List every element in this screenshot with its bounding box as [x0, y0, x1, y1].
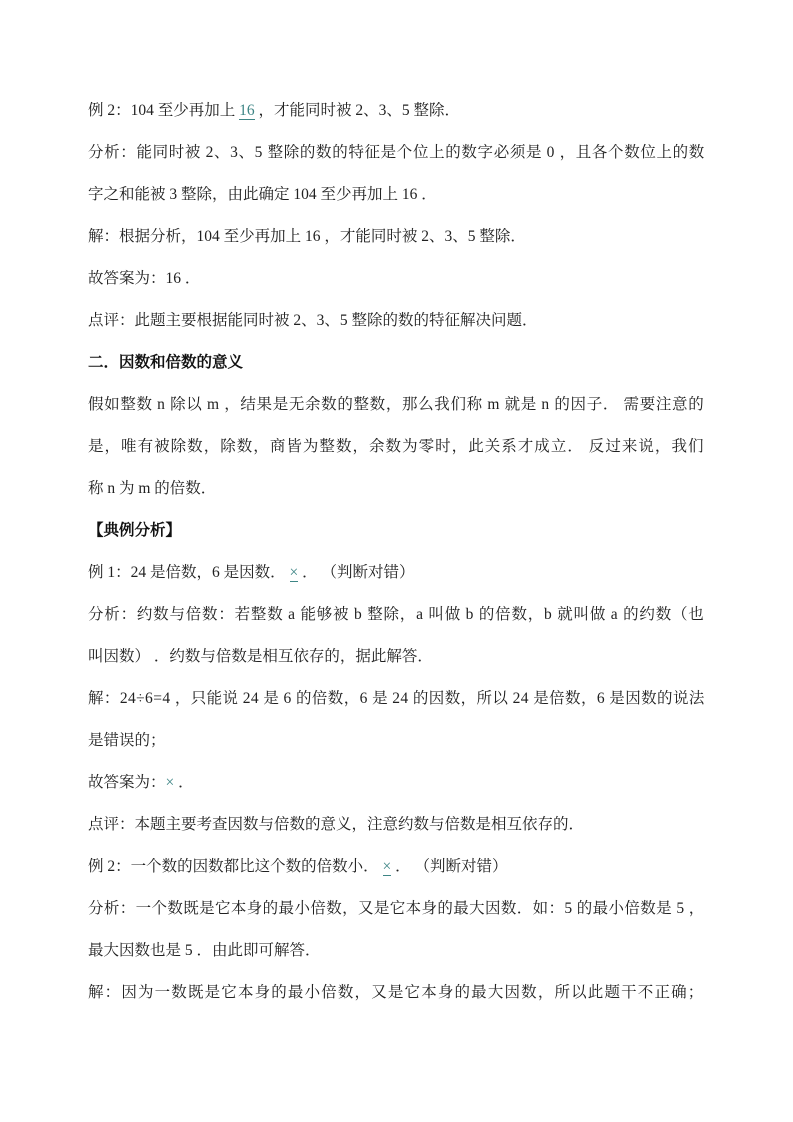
- text-run: 是错误的；: [88, 732, 166, 749]
- text-line: [88, 426, 706, 468]
- text-run: 故答案为：: [88, 774, 166, 791]
- answer-value: ×: [382, 858, 392, 875]
- text-line: [88, 594, 706, 636]
- text-run: ．: [174, 774, 194, 791]
- text-run: ． （判断对错）: [298, 564, 415, 581]
- text-run: 点评：此题主要根据能同时被 2、3、5 整除的数的特征解决问题．: [88, 312, 538, 329]
- text-run: 叫因数） ．约数与倍数是相互依存的，据此解答．: [88, 648, 433, 665]
- answer-value: ×: [165, 774, 175, 791]
- text-line: [88, 258, 706, 300]
- text-run: 分析：约数与倍数：若整数 a 能够被 b 整除，a 叫做 b 的倍数，b 就叫做 a 的约数（也: [88, 606, 705, 623]
- line-text: [88, 972, 704, 1014]
- line-text: [88, 258, 200, 300]
- line-text: [88, 846, 508, 888]
- line-text: [88, 930, 321, 972]
- line-text: [88, 90, 460, 132]
- text-run: 分析：一个数既是它本身的最小倍数，又是它本身的最大因数．如：5 的最小倍数是 5 ，: [88, 900, 705, 917]
- document-body: [88, 90, 706, 1014]
- text-line: [88, 216, 706, 258]
- text-run: 分析：能同时被 2、3、5 整除的数的特征是个位上的数字必须是 0 ，且各个数位上的数: [88, 144, 705, 161]
- line-text: [88, 552, 415, 594]
- line-text: [88, 468, 216, 510]
- text-line: [88, 762, 706, 804]
- text-line: [88, 972, 706, 1014]
- text-line: [88, 300, 706, 342]
- text-run: 解：根据分析，104 至少再加上 16 ，才能同时被 2、3、5 整除．: [88, 228, 526, 245]
- line-text: [88, 720, 166, 762]
- line-text: [88, 342, 243, 384]
- text-line: [88, 174, 706, 216]
- line-text: [88, 426, 705, 468]
- text-run: 点评：本题主要考查因数与倍数的意义，注意约数与倍数是相互依存的．: [88, 816, 585, 833]
- text-line: [88, 468, 706, 510]
- text-line: [88, 678, 706, 720]
- answer-value: ×: [289, 564, 299, 581]
- text-line: [88, 846, 706, 888]
- text-run: ． （判断对错）: [391, 858, 508, 875]
- text-line: [88, 930, 706, 972]
- text-run: ，才能同时被 2、3、5 整除．: [254, 102, 461, 119]
- text-line: [88, 552, 706, 594]
- text-run: 字之和能被 3 整除，由此确定 104 至少再加上 16 ．: [88, 186, 437, 203]
- text-line: [88, 90, 706, 132]
- line-text: [88, 636, 433, 678]
- line-text: [88, 888, 705, 930]
- text-run: 是，唯有被除数，除数，商皆为整数，余数为零时，此关系才成立． 反过来说，我们: [88, 438, 705, 455]
- text-run: 解：24÷6=4 ，只能说 24 是 6 的倍数，6 是 24 的因数，所以 24 是倍数，6 是因数的说法: [88, 690, 705, 707]
- text-run: 二．因数和倍数的意义: [88, 354, 244, 371]
- text-line: [88, 384, 706, 426]
- line-text: [88, 384, 704, 426]
- line-text: [88, 300, 538, 342]
- text-run: 解：因为一数既是它本身的最小倍数，又是它本身的最大因数，所以此题干不正确；: [88, 984, 705, 1001]
- text-run: 最大因数也是 5 ．由此即可解答．: [88, 942, 321, 959]
- text-run: 故答案为：16 ．: [88, 270, 201, 287]
- line-text: [88, 216, 526, 258]
- line-text: [88, 762, 194, 804]
- text-line: [88, 636, 706, 678]
- text-run: 例 1：24 是倍数，6 是因数．: [88, 564, 290, 581]
- line-text: [88, 510, 181, 552]
- line-text: [88, 594, 705, 636]
- line-text: [88, 678, 705, 720]
- text-line: [88, 888, 706, 930]
- text-line: [88, 720, 706, 762]
- text-run: 【典例分析】: [88, 522, 182, 539]
- text-line: [88, 804, 706, 846]
- line-text: [88, 132, 705, 174]
- section-heading: [88, 342, 706, 384]
- section-heading: [88, 510, 706, 552]
- line-text: [88, 804, 584, 846]
- line-text: [88, 174, 437, 216]
- text-run: 假如整数 n 除以 m ，结果是无余数的整数，那么我们称 m 就是 n 的因子． 需要注意的: [88, 396, 705, 413]
- answer-value: 16: [239, 102, 255, 119]
- text-run: 例 2：一个数的因数都比这个数的倍数小．: [88, 858, 383, 875]
- text-run: 称 n 为 m 的倍数．: [88, 480, 217, 497]
- text-line: [88, 132, 706, 174]
- text-run: 例 2：104 至少再加上: [88, 102, 240, 119]
